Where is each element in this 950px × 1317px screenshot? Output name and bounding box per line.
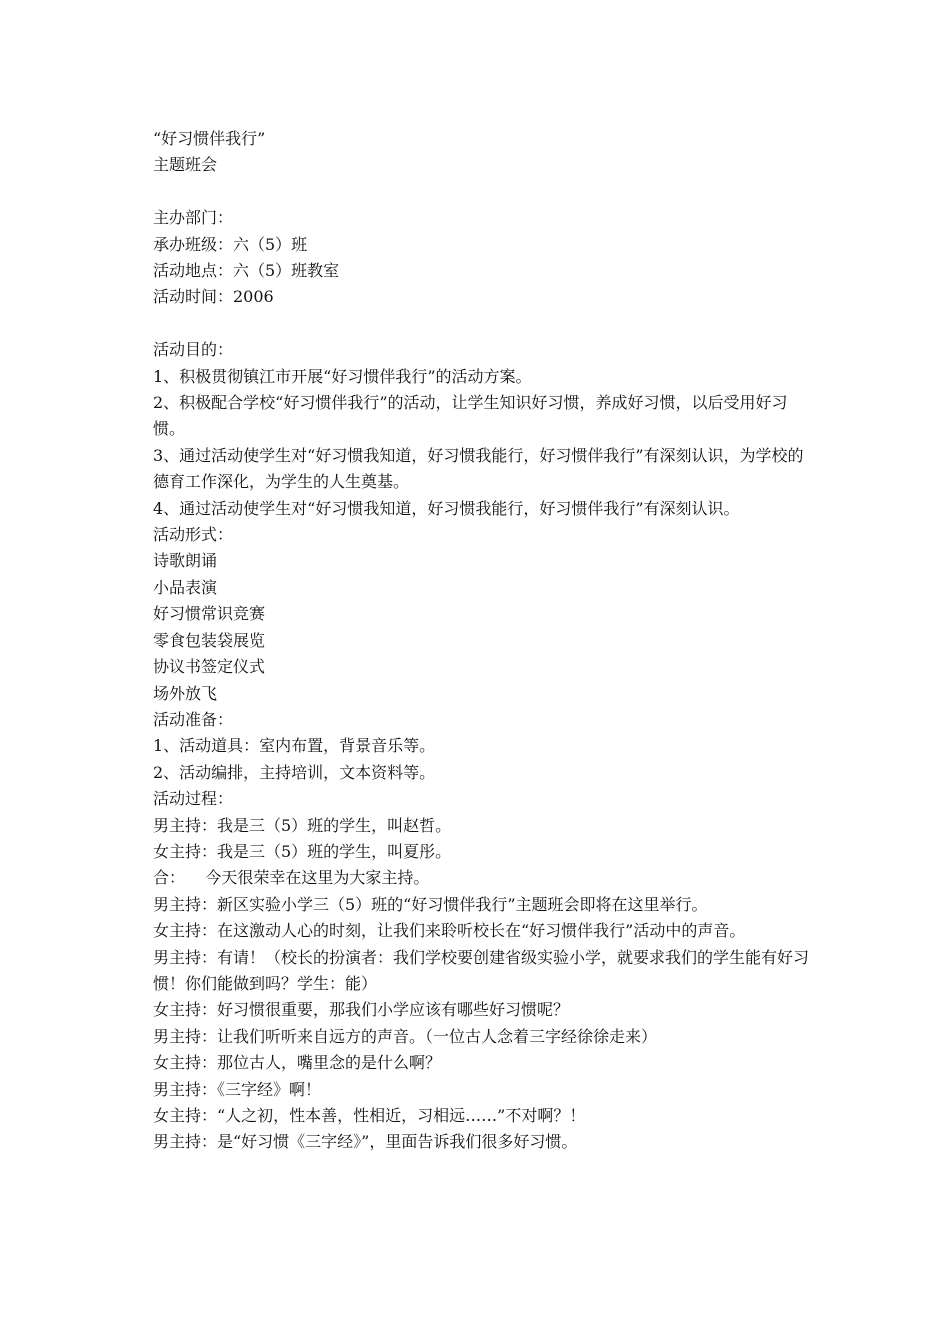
title-line-2: 主题班会 <box>153 155 218 175</box>
document-page <box>153 126 813 1156</box>
purpose-item: 1、积极贯彻镇江市开展“好习惯伴我行”的活动方案。 <box>153 366 532 386</box>
form-item: 诗歌朗诵 <box>153 551 218 571</box>
dialogue-line: 男主持：我是三（5）班的学生，叫赵哲。 <box>153 815 452 835</box>
dialogue-line: 女主持：好习惯很重要，那我们小学应该有哪些好习惯呢？ <box>153 1000 570 1020</box>
form-item: 场外放飞 <box>153 683 218 703</box>
dialogue-line: 女主持：我是三（5）班的学生，叫夏彤。 <box>153 841 452 861</box>
form-item: 好习惯常识竞赛 <box>153 604 266 624</box>
form-item: 协议书签定仪式 <box>153 657 266 677</box>
purpose-item: 3、通过活动使学生对“好习惯我知道，好习惯我能行，好习惯伴我行”有深刻认识，为学校的德育工作深化，为学生的人生奠基。 <box>153 445 804 492</box>
dialogue-line: 女主持：在这激动人心的时刻，让我们来聆听校长在“好习惯伴我行”活动中的声音。 <box>153 921 746 941</box>
prep-item: 2、活动编排，主持培训，文本资料等。 <box>153 762 436 782</box>
dialogue-line: 合： 今天很荣幸在这里为大家主持。 <box>153 868 430 888</box>
purpose-item: 4、通过活动使学生对“好习惯我知道，好习惯我能行，好习惯伴我行”有深刻认识。 <box>153 498 740 518</box>
info-organizer: 主办部门： <box>153 208 234 228</box>
spacer <box>153 179 813 205</box>
info-location: 活动地点：六（5）班教室 <box>153 261 340 281</box>
info-time: 活动时间：2006 <box>153 287 274 307</box>
prep-heading: 活动准备： <box>153 709 234 729</box>
title-line-1: “好习惯伴我行” <box>153 129 266 148</box>
dialogue-line: 男主持：《三字经》啊！ <box>153 1079 322 1099</box>
dialogue-line: 女主持：“人之初，性本善，性相近，习相远……”不对啊？！ <box>153 1106 586 1125</box>
dialogue-line: 女主持：那位古人，嘴里念的是什么啊？ <box>153 1053 442 1073</box>
dialogue-line: 男主持：有请！（校长的扮演者：我们学校要创建省级实验小学，就要求我们的学生能有好习惯！你们能做到吗？学生：能） <box>153 947 810 993</box>
prep-item: 1、活动道具：室内布置，背景音乐等。 <box>153 736 436 756</box>
purpose-heading: 活动目的： <box>153 340 234 360</box>
dialogue-line: 男主持：新区实验小学三（5）班的“好习惯伴我行”主题班会即将在这里举行。 <box>153 894 708 914</box>
form-heading: 活动形式： <box>153 525 234 545</box>
form-item: 小品表演 <box>153 577 218 597</box>
info-class: 承办班级：六（5）班 <box>153 234 308 254</box>
process-heading: 活动过程： <box>153 789 234 809</box>
form-item: 零食包装袋展览 <box>153 630 266 650</box>
spacer <box>153 311 813 337</box>
dialogue-line: 男主持：让我们听听来自远方的声音。（一位古人念着三字经徐徐走来） <box>153 1026 658 1046</box>
purpose-item: 2、积极配合学校“好习惯伴我行”的活动，让学生知识好习惯，养成好习惯，以后受用好习惯。 <box>153 393 788 439</box>
dialogue-line: 男主持：是“好习惯《三字经》”，里面告诉我们很多好习惯。 <box>153 1132 578 1152</box>
